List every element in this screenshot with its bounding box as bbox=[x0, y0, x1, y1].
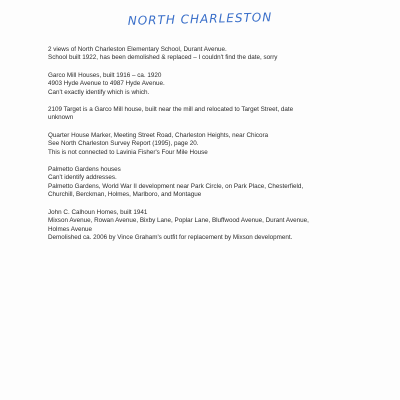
text-line: 4903 Hyde Avenue to 4987 Hyde Avenue. bbox=[48, 80, 165, 88]
text-line: School built 1922, has been demolished & replaced – I couldn't find the date, sorry bbox=[48, 54, 278, 62]
text-line: Quarter House Marker, Meeting Street Road, Charleston Heights, near Chicora bbox=[48, 131, 269, 139]
section-palmetto-gardens bbox=[48, 166, 388, 200]
text-line: Demolished ca. 2006 by Vince Graham's outfit for replacement by Mixson development. bbox=[48, 233, 293, 241]
text-line: Garco Mill Houses, built 1916 – ca. 1920 bbox=[48, 71, 162, 79]
text-line: John C. Calhoun Homes, built 1941 bbox=[48, 208, 148, 216]
text-line: Can't identify addresses. bbox=[48, 174, 117, 182]
text-line: unknown bbox=[48, 114, 74, 122]
section-quarter-house-marker bbox=[48, 132, 388, 157]
text-line: Can't exactly identify which is which. bbox=[48, 88, 150, 96]
section-garco-mill-houses bbox=[48, 72, 388, 97]
text-line: This is not connected to Lavinia Fisher's Four Mile House bbox=[48, 148, 208, 156]
text-line: 2109 Target is a Garco Mill house, built near the mill and relocated to Target Street, date bbox=[48, 106, 294, 114]
text-line: Churchill, Berckman, Holmes, Marlboro, and Montague bbox=[48, 191, 202, 199]
text-line: Mixson Avenue, Rowan Avenue, Bixby Lane, Poplar Lane, Bluffwood Avenue, Durant Avenue, bbox=[48, 217, 309, 225]
text-line: Palmetto Gardens houses bbox=[48, 166, 121, 174]
text-line: Holmes Avenue bbox=[48, 225, 92, 233]
document-body bbox=[48, 46, 388, 251]
section-2109-target bbox=[48, 106, 388, 123]
section-elementary-school bbox=[48, 46, 388, 63]
text-line: Palmetto Gardens, World War II development near Park Circle, on Park Place, Chesterfield, bbox=[48, 182, 304, 190]
text-line: See North Charleston Survey Report (1995), page 20. bbox=[48, 140, 199, 148]
text-line: 2 views of North Charleston Elementary School, Durant Avenue. bbox=[48, 46, 227, 53]
handwritten-title: NORTH CHARLESTON bbox=[127, 10, 273, 28]
section-calhoun-homes bbox=[48, 209, 388, 243]
